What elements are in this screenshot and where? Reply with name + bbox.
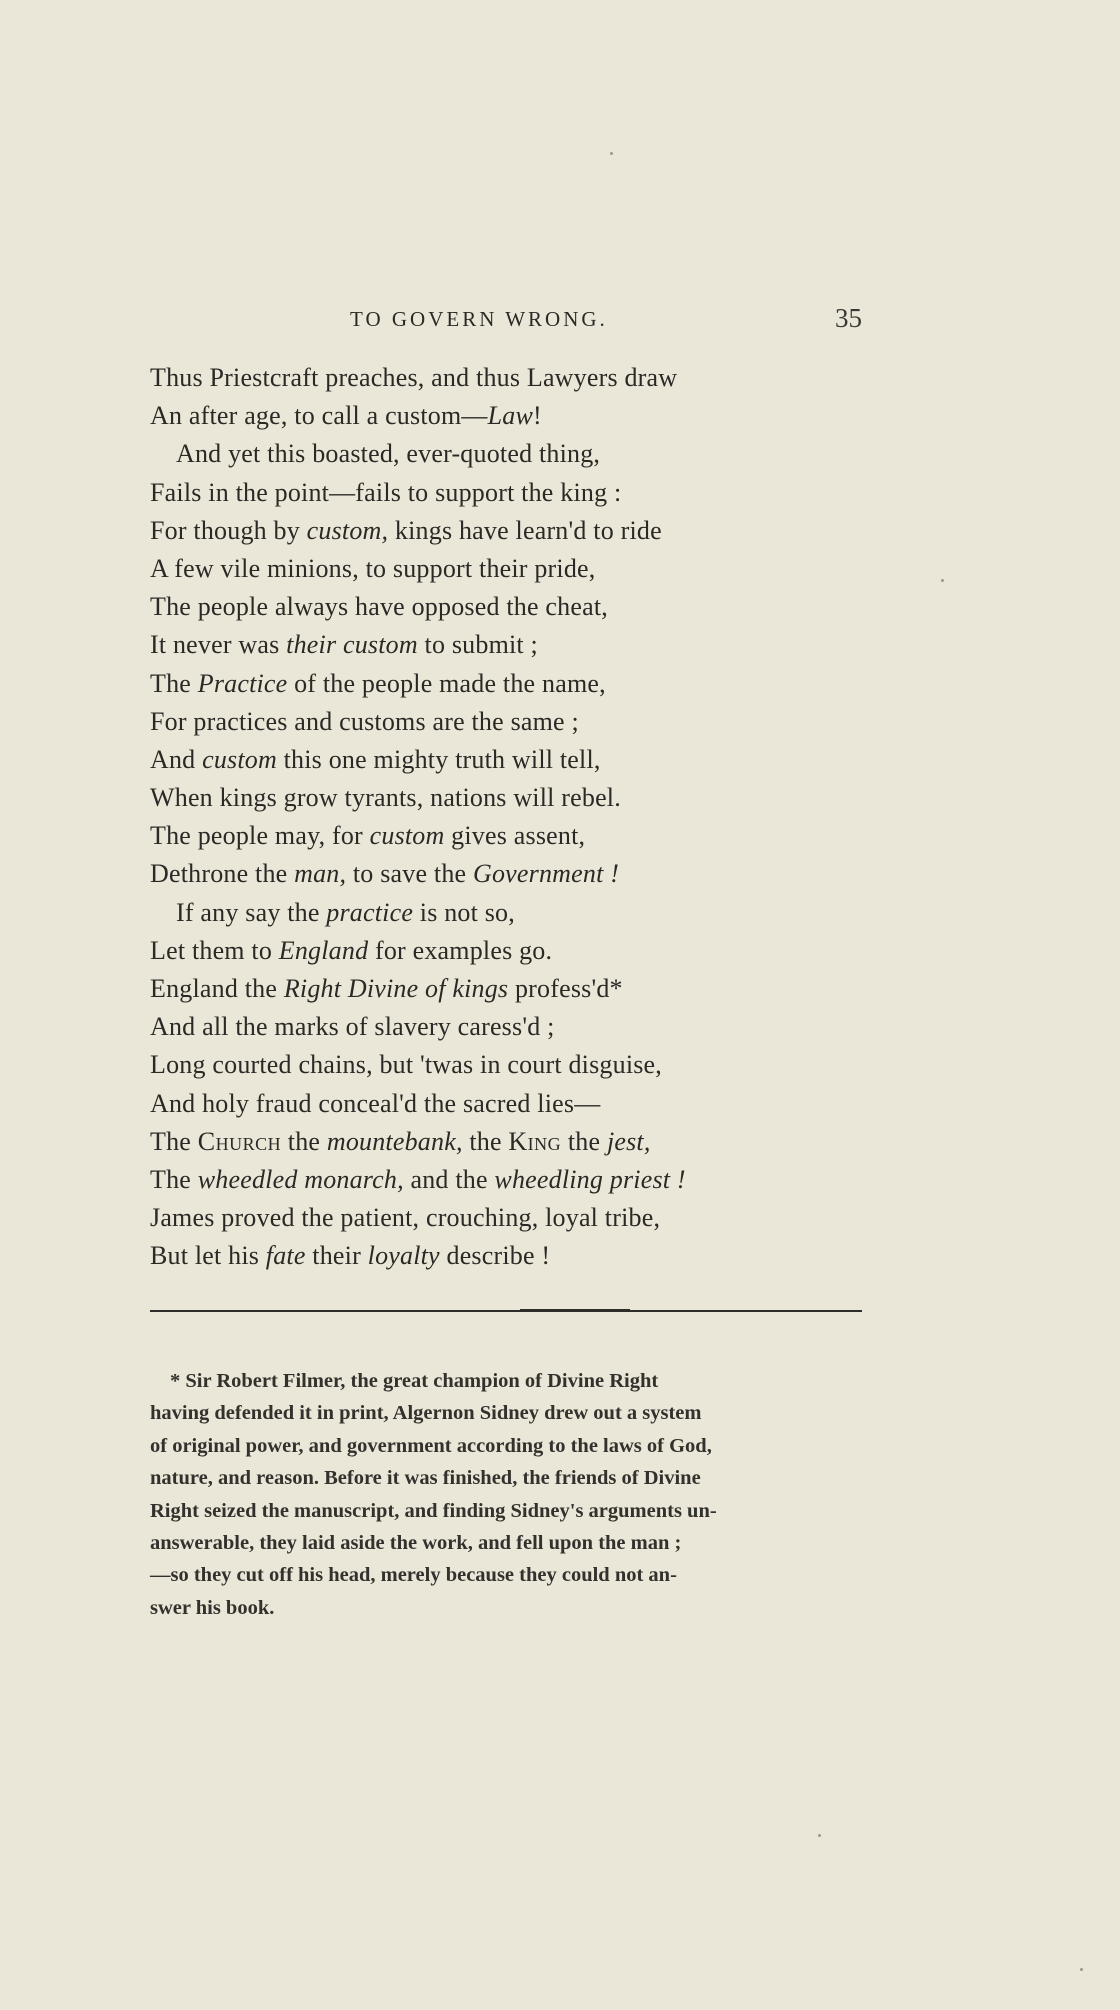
italic-phrase: mountebank, xyxy=(326,1126,463,1156)
verse-line xyxy=(150,894,862,932)
verse-line xyxy=(150,1046,862,1084)
footnote-line: of original power, and government according to the laws of God, xyxy=(150,1434,712,1457)
italic-phrase: loyalty xyxy=(367,1241,440,1271)
verse-text: The people may, for xyxy=(150,821,370,851)
verse-text: gives assent, xyxy=(444,821,586,851)
italic-phrase: custom xyxy=(369,821,445,851)
verse-text: James proved the patient, crouching, loyal tribe, xyxy=(150,1203,661,1233)
verse-text: kings have learn'd to ride xyxy=(388,515,662,545)
italic-phrase: Law xyxy=(487,401,533,431)
verse-text: Long courted chains, but 'twas in court disguise, xyxy=(150,1050,663,1080)
verse-text: It never was xyxy=(150,630,287,660)
small-caps-word: Church xyxy=(197,1126,282,1156)
verse-text: And all the marks of slavery caress'd ; xyxy=(150,1012,555,1042)
verse-text: for examples go. xyxy=(368,935,553,965)
verse-text: Dethrone the xyxy=(150,859,295,889)
verse-text: ! xyxy=(532,401,542,431)
verse-text: The xyxy=(150,1164,198,1194)
verse-line xyxy=(150,741,862,779)
verse-line xyxy=(150,1085,862,1123)
verse-text: An after age, to call a custom— xyxy=(150,401,488,431)
verse-line xyxy=(150,512,862,550)
verse-line xyxy=(150,1161,862,1199)
verse-text: When kings grow tyrants, nations will rebel. xyxy=(150,783,621,813)
verse-text: And xyxy=(150,744,203,774)
verse-text: Let them to xyxy=(150,935,279,965)
verse-text: For though by xyxy=(150,515,307,545)
verse-text: the xyxy=(462,1126,509,1156)
italic-phrase: England xyxy=(278,935,369,965)
verse-line xyxy=(150,435,862,473)
footnote-line: —so they cut off his head, merely because they could not an- xyxy=(150,1564,677,1587)
footnote-separator-ornament xyxy=(520,1309,630,1312)
verse-text: The xyxy=(150,1126,198,1156)
verse-text: The people always have opposed the cheat, xyxy=(150,592,608,622)
italic-phrase: Practice xyxy=(197,668,288,698)
verse-text: And yet this boasted, ever-quoted thing, xyxy=(176,439,601,469)
verse-text: If any say the xyxy=(176,897,327,927)
verse-text: Fails in the point—fails to support the king : xyxy=(150,477,622,507)
italic-phrase: wheedled monarch, xyxy=(197,1164,404,1194)
verse-line xyxy=(150,1237,862,1275)
footnote-line: answerable, they laid aside the work, and fell upon the man ; xyxy=(150,1531,682,1554)
small-caps-word: King xyxy=(508,1126,562,1156)
verse-line xyxy=(150,855,862,893)
verse-line xyxy=(150,817,862,855)
verse-line xyxy=(150,665,862,703)
footnote-line: having defended it in print, Algernon Sidney drew out a system xyxy=(150,1402,702,1425)
italic-phrase: practice xyxy=(326,897,414,927)
italic-phrase: custom, xyxy=(306,515,389,545)
verse-text: is not so, xyxy=(413,897,515,927)
verse-text: to submit ; xyxy=(417,630,538,660)
footnote-line: * Sir Robert Filmer, the great champion of Divine Right xyxy=(170,1370,659,1392)
verse-line xyxy=(150,626,862,664)
verse-text: to save the xyxy=(346,859,473,889)
footnote-line: swer his book. xyxy=(150,1596,275,1619)
verse-line xyxy=(150,970,862,1008)
verse-line xyxy=(150,588,862,626)
italic-phrase: man, xyxy=(294,859,347,889)
verse-text: describe ! xyxy=(439,1241,551,1271)
paper-speck xyxy=(818,1834,821,1837)
paper-speck xyxy=(941,579,944,582)
verse-text: England the xyxy=(150,974,284,1003)
italic-phrase: fate xyxy=(265,1241,306,1271)
footnote-line: Right seized the manuscript, and finding Sidney's arguments un- xyxy=(150,1499,717,1522)
verse-text: And holy fraud conceal'd the sacred lies— xyxy=(150,1088,601,1118)
verse-line xyxy=(150,474,862,512)
verse-line xyxy=(150,550,862,588)
verse-text: the xyxy=(561,1126,607,1156)
verse-line xyxy=(150,397,862,435)
verse-text: For practices and customs are the same ; xyxy=(150,706,579,736)
verse-text: Thus Priestcraft preaches, and thus Lawyers draw xyxy=(150,363,678,392)
verse-line xyxy=(150,932,862,970)
paper-speck xyxy=(610,152,613,155)
verse-text: the xyxy=(281,1126,327,1156)
verse-line xyxy=(150,779,862,817)
verse-text: The xyxy=(150,668,198,698)
italic-phrase: custom xyxy=(202,744,277,774)
verse-line xyxy=(150,1199,862,1237)
verse-text: profess'd* xyxy=(508,974,623,1003)
footnote xyxy=(150,1365,862,1624)
italic-phrase: Right Divine of kings xyxy=(283,974,509,1003)
verse-line xyxy=(150,703,862,741)
verse-line xyxy=(150,1008,862,1046)
verse-text: and the xyxy=(403,1164,495,1194)
footnote-separator-rule xyxy=(150,1310,862,1312)
footnote-line: nature, and reason. Before it was finished, the friends of Divine xyxy=(150,1467,701,1490)
paper-speck xyxy=(1080,1968,1083,1971)
verse-line xyxy=(150,1123,862,1161)
italic-phrase: their custom xyxy=(286,630,418,660)
poem-body xyxy=(150,359,862,1276)
verse-text: But let his xyxy=(150,1241,266,1271)
italic-phrase: Government ! xyxy=(472,859,620,889)
verse-text: A few vile minions, to support their pride, xyxy=(150,553,596,583)
verse-text: this one mighty truth will tell, xyxy=(276,744,601,774)
running-title: TO GOVERN WRONG. xyxy=(350,307,608,331)
page-number: 35 xyxy=(835,303,862,333)
italic-phrase: jest, xyxy=(606,1126,651,1156)
italic-phrase: wheedling priest ! xyxy=(494,1164,686,1194)
verse-line xyxy=(150,359,862,397)
verse-text: their xyxy=(305,1241,368,1271)
verse-text: of the people made the name, xyxy=(287,668,606,698)
running-head xyxy=(150,303,862,339)
